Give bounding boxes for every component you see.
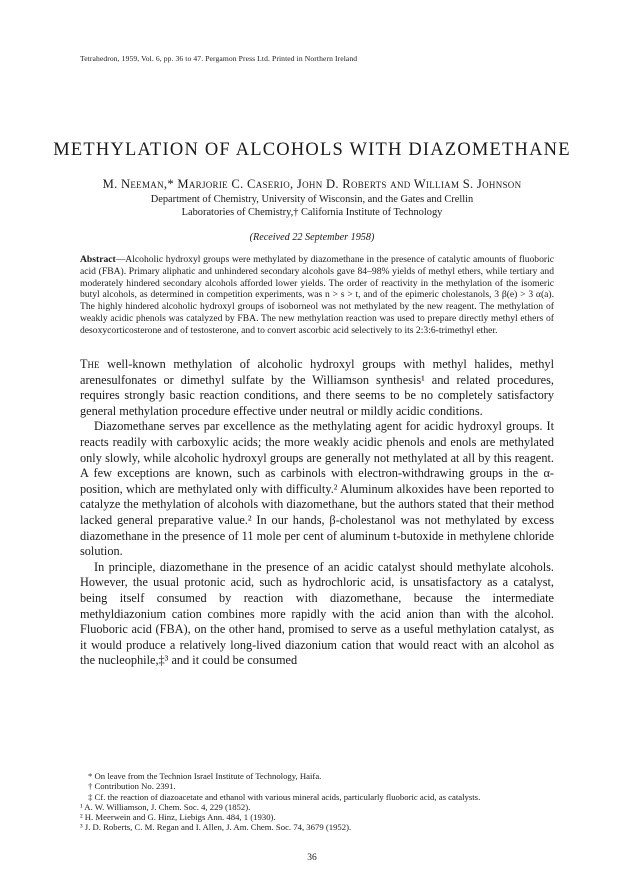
footnote: ‡ Cf. the reaction of diazoacetate and ethanol with various mineral acids, particularly fluoboric acid, as catalysts. <box>88 791 481 802</box>
received-date: (Received 22 September 1958) <box>249 232 375 243</box>
paragraph: The well-known methylation of alcoholic hydroxyl groups with methyl halides, methyl arenesulfonates or dimethyl sulfate by the Williamson synthesis¹ and related procedures, requires strongly basic reaction conditions, and there seems to be no completely satisfactory general methylation procedure effective under neutral or mildly acidic conditions. <box>80 357 554 418</box>
author-list: M. Neeman,* Marjorie C. Caserio, John D. Roberts and William S. Johnson <box>102 177 522 191</box>
affiliation-line: Department of Chemistry, University of Wisconsin, and the Gates and Crellin <box>150 194 474 205</box>
affiliation-line: Laboratories of Chemistry,† California Institute of Technology <box>181 207 443 218</box>
lead-word: The <box>80 357 100 371</box>
journal-citation-header: Tetrahedron, 1959, Vol. 6, pp. 36 to 47. Pergamon Press Ltd. Printed in Northern Ireland <box>80 54 358 63</box>
affiliation <box>0 193 624 219</box>
footnote: † Contribution No. 2391. <box>88 781 176 792</box>
reference: ³ J. D. Roberts, C. M. Regan and I. Allen, J. Am. Chem. Soc. 74, 3679 (1952). <box>80 822 352 833</box>
body-text <box>80 357 554 669</box>
footnotes <box>80 771 554 833</box>
footnote: * On leave from the Technion Israel Institute of Technology, Haifa. <box>88 771 322 781</box>
abstract <box>80 254 554 337</box>
paragraph: In principle, diazomethane in the presence of an acidic catalyst should methylate alcohols. However, the usual protonic acid, such as hydrochloric acid, is unsatisfactory as a catalyst, being itself consumed by reaction with diazomethane, because the intermediate methyldiazonium cation combines more rapidly with the acid anion than with the alcohol. Fluoboric acid (FBA), on the other hand, promised to serve as a useful methylation catalyst, as it would produce a relatively long-lived diazonium cation that would react with an alcohol as the nucleophile,‡³ and it could be consumed <box>80 559 554 668</box>
reference: ² H. Meerwein and G. Hinz, Liebigs Ann. 484, 1 (1930). <box>80 812 276 823</box>
page-number: 36 <box>307 853 317 863</box>
paper-title: METHYLATION OF ALCOHOLS WITH DIAZOMETHANE <box>53 140 571 160</box>
paragraph: Diazomethane serves par excellence as the methylating agent for acidic hydroxyl groups. It reacts readily with carboxylic acids; the more weakly acidic phenols and enols are methylated only slowly, while alcoholic hydroxyl groups are generally not methylated at all by this reagent. A few exceptions are known, such as carbinols with electron-withdrawing groups in the α-position, which are methylated only with difficulty.² Aluminum alkoxides have been reported to catalyze the methylation of alcohols with diazomethane, but the authors stated that their method lacked general preparative value.² In our hands, β-cholestanol was not methylated by excess diazomethane in the presence of 11 mole per cent of aluminum t-butoxide in methylene chloride solution. <box>80 419 554 559</box>
abstract-label: Abstract <box>80 254 116 265</box>
abstract-text: —Alcoholic hydroxyl groups were methylated by diazomethane in the presence of catalytic amounts of fluoboric acid (FBA). Primary aliphatic and unhindered secondary alcohols gave 84–98% yields of methyl ethers, while tertiary and moderately hindered secondary alcohols afforded lower yields. The order of reactivity in the methylation of the isomeric butyl alcohols, as determined in competition experiments, was n > s > t, and of the epimeric cholestanols, 3 β(e) > 3 α(a). The highly hindered alcoholic hydroxyl groups of isoborneol was not methylated by the new reagent. The methylation of weakly acidic phenols was catalyzed by FBA. The new methylation reaction was used to prepare directly methyl ethers of desoxycorticosterone and of testosterone, and to convert ascorbic acid selectively to its 2:3:6-trimethyl ether. <box>80 254 554 336</box>
reference: ¹ A. W. Williamson, J. Chem. Soc. 4, 229 (1852). <box>80 801 251 812</box>
